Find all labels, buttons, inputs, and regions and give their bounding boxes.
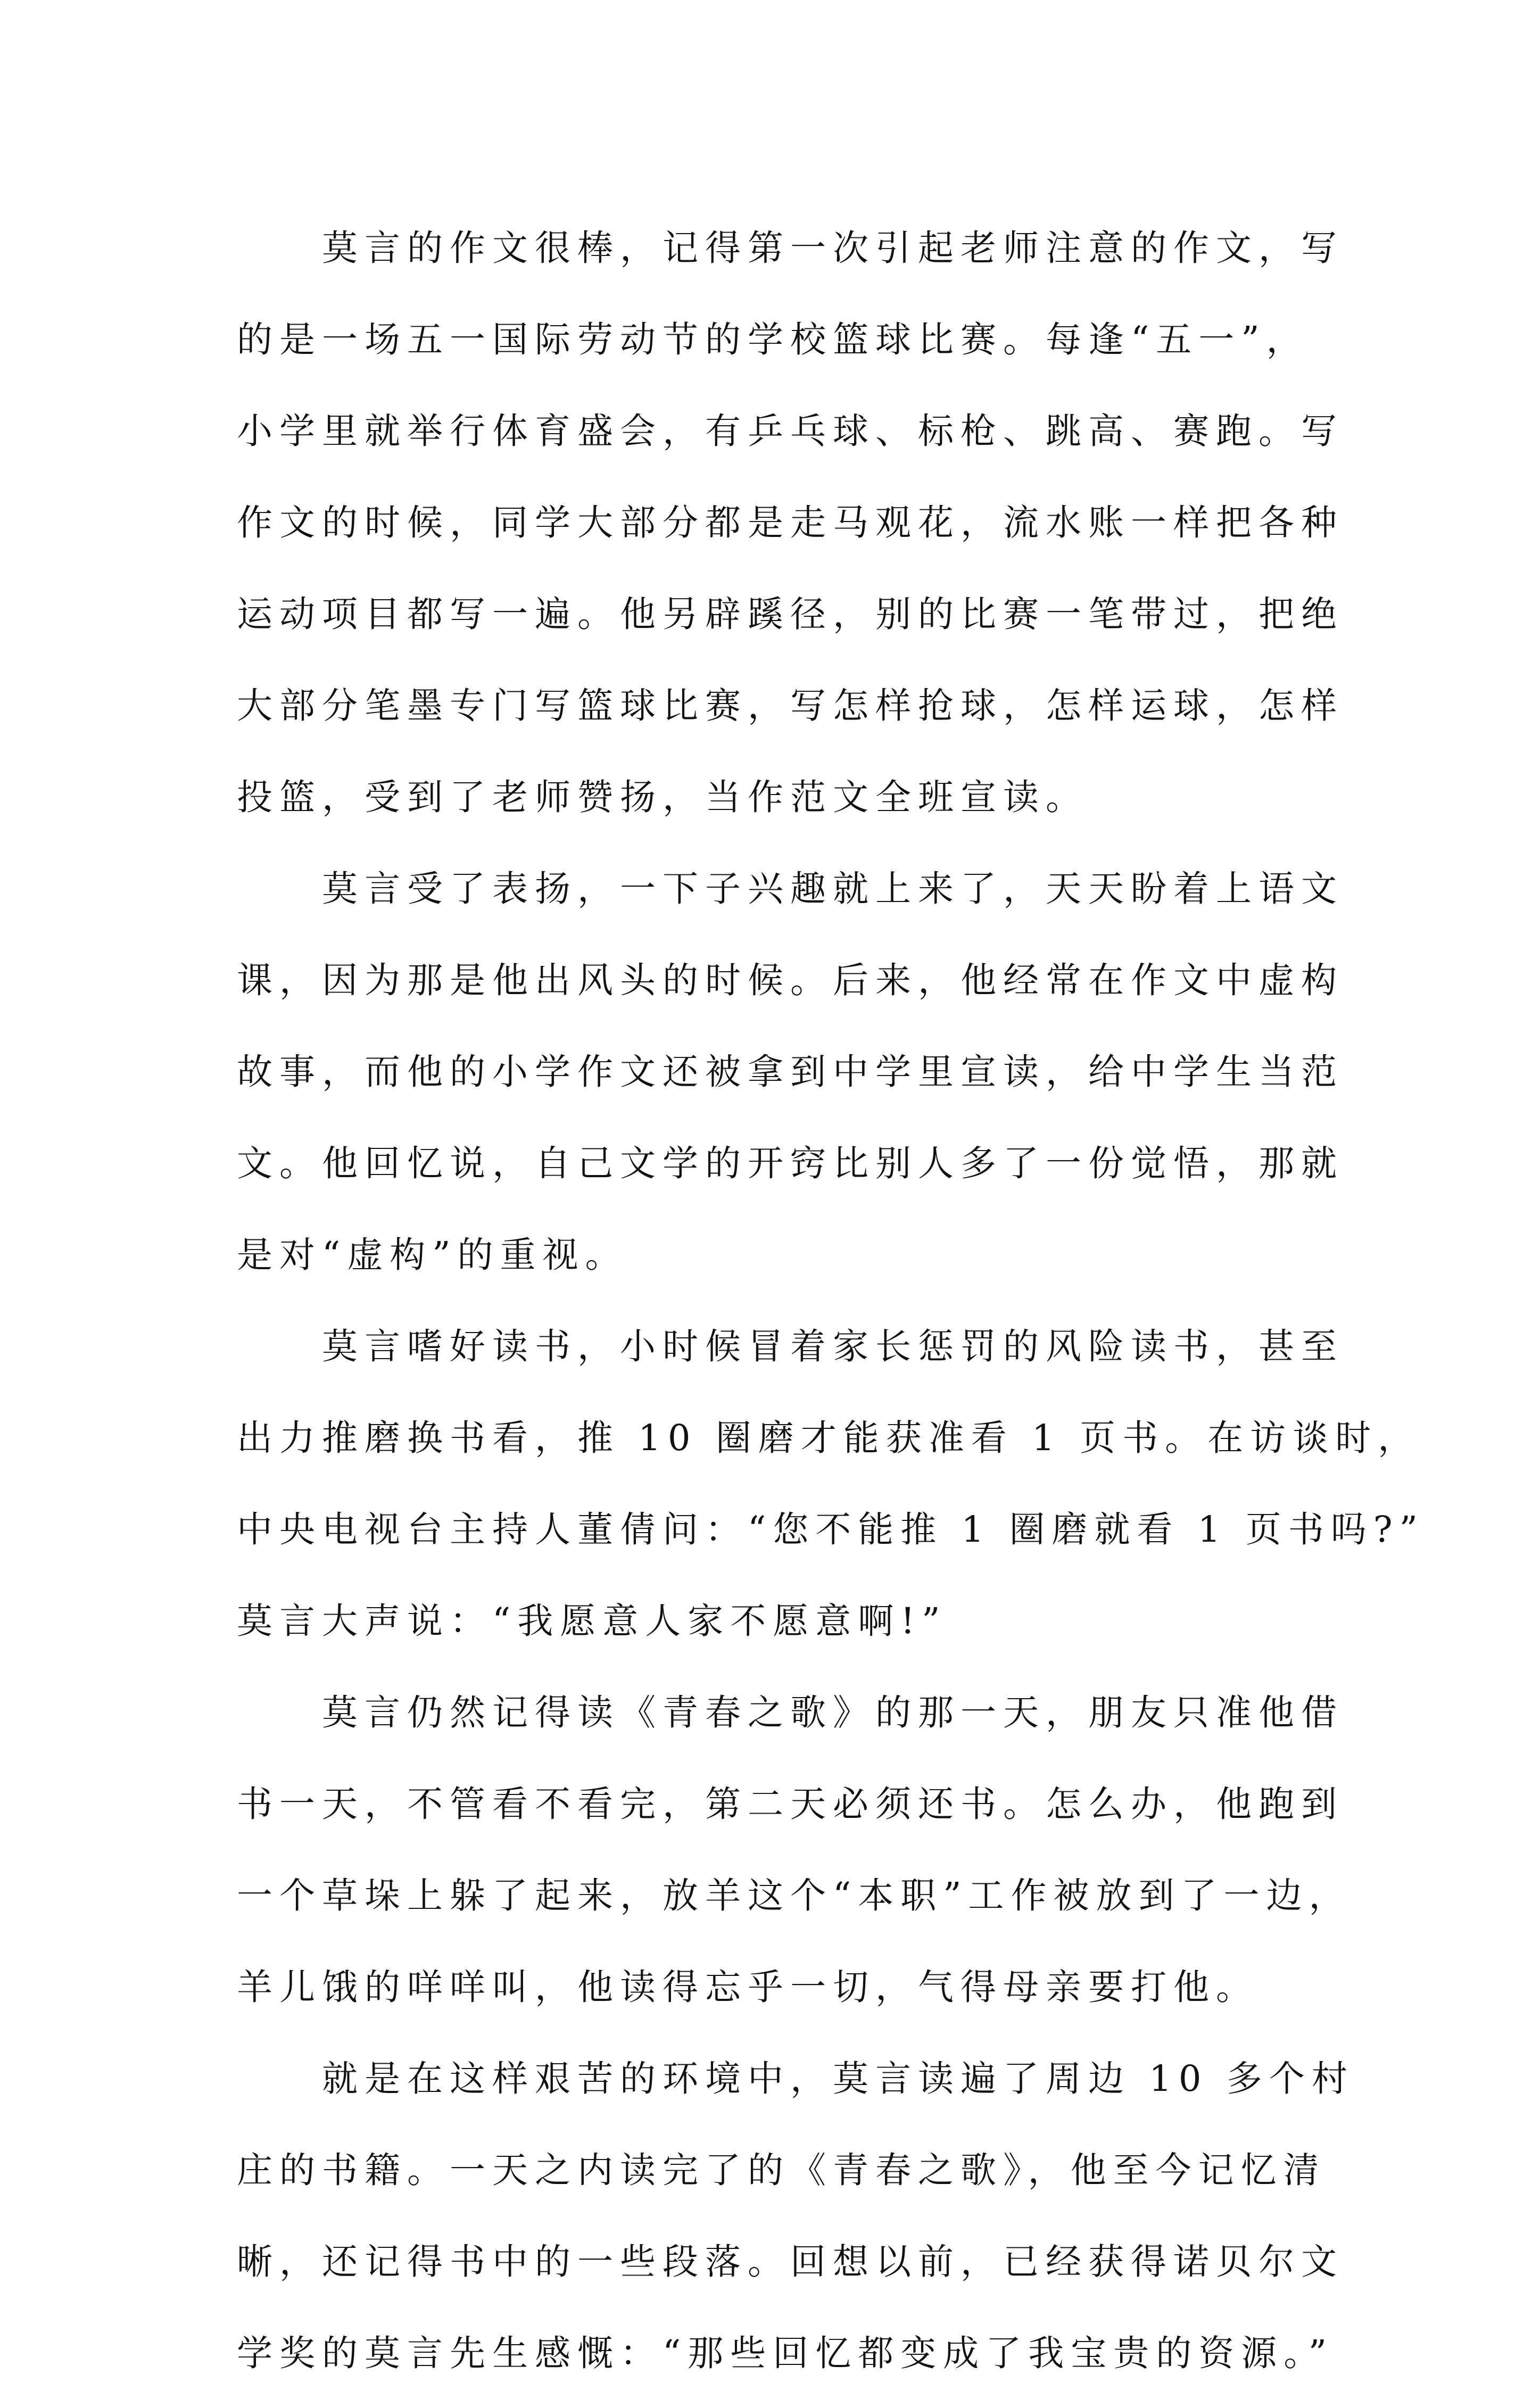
text-line: 出力推磨换书看，推 10 圈磨才能获准看 1 页书。在访谈时， [237,1417,1421,1459]
text-line: 就是在这样艰苦的环境中，莫言读遍了周边 10 多个村 [322,2058,1354,2099]
text-line: 是对“虚构”的重视。 [237,1234,628,1276]
text-line: 课，因为那是他出风头的时候。后来，他经常在作文中虚构 [237,959,1344,1001]
text-line: 故事，而他的小学作文还被拿到中学里宣读，给中学生当范 [237,1051,1344,1093]
text-line: 运动项目都写一遍。他另辟蹊径，别的比赛一笔带过，把绝 [237,593,1344,635]
text-line: 一个草垛上躲了起来，放羊这个“本职”工作被放到了一边， [237,1875,1352,1916]
body-text [237,202,1425,2399]
text-line: 庄的书籍。一天之内读完了的《青春之歌》，他至今记忆清 [237,2149,1326,2191]
text-line: 书一天，不管看不看完，第二天必须还书。怎么办，他跑到 [237,1783,1344,1825]
text-line: 小学里就举行体育盛会，有乒乓球、标枪、跳高、赛跑。写 [237,410,1344,452]
text-line: 大部分笔墨专门写篮球比赛，写怎样抢球，怎样运球，怎样 [237,685,1344,726]
text-line: 晰，还记得书中的一些段落。回想以前，已经获得诺贝尔文 [237,2241,1344,2282]
text-line: 莫言大声说：“我愿意人家不愿意啊!” [237,1600,947,1642]
text-line: 莫言仍然记得读《青春之歌》的那一天，朋友只准他借 [322,1692,1344,1733]
text-line: 莫言的作文很棒，记得第一次引起老师注意的作文，写 [322,227,1344,269]
text-line: 学奖的莫言先生感慨：“那些回忆都变成了我宝贵的资源。” [237,2332,1334,2374]
text-line: 的是一场五一国际劳动节的学校篮球比赛。每逢“五一”， [237,319,1309,360]
text-line: 莫言嗜好读书，小时候冒着家长惩罚的风险读书，甚至 [322,1326,1344,1367]
text-line: 莫言受了表扬，一下子兴趣就上来了，天天盼着上语文 [322,868,1344,909]
text-line: 投篮，受到了老师赞扬，当作范文全班宣读。 [237,776,1088,818]
text-line: 作文的时候，同学大部分都是走马观花，流水账一样把各种 [237,502,1344,543]
text-line: 中央电视台主持人董倩问：“您不能推 1 圈磨就看 1 页书吗?” [237,1509,1425,1550]
text-line: 羊儿饿的咩咩叫，他读得忘乎一切，气得母亲要打他。 [237,1966,1259,2008]
text-line: 文。他回忆说，自己文学的开窍比别人多了一份觉悟，那就 [237,1143,1344,1184]
